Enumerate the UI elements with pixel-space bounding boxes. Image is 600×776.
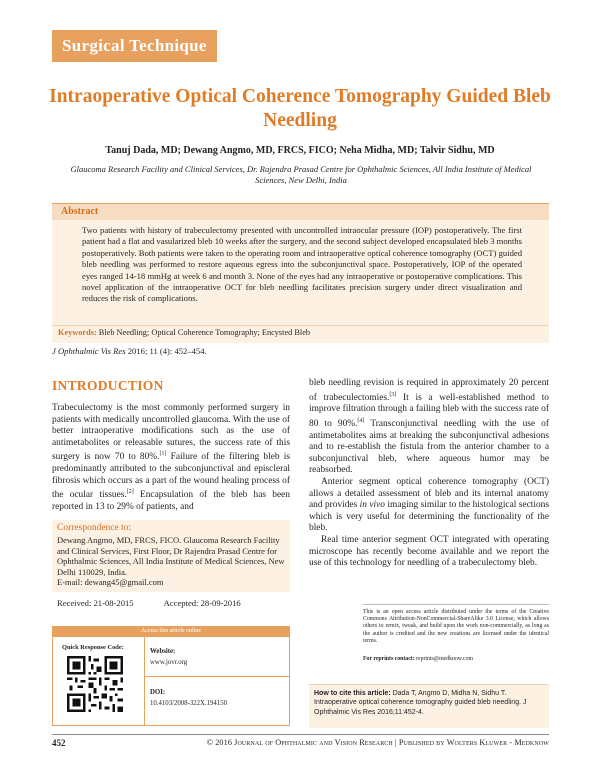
intro-text-5: It is a well-established method to improve filtration through a failing bleb with the success rate of 80 to 90%. bbox=[309, 392, 549, 430]
author-list: Tanuj Dada, MD; Dewang Angmo, MD, FRCS, FICO; Neha Midha, MD; Talvir Sidhu, MD bbox=[105, 145, 495, 156]
reprints-email[interactable]: reprints@medknow.com bbox=[416, 656, 474, 662]
footer-copyright: © 2016 bbox=[206, 738, 233, 747]
footer-text bbox=[207, 738, 549, 747]
reference-link-4[interactable]: [4] bbox=[357, 417, 365, 424]
how-to-cite-text: Dada T, Angmo D, Midha N, Sidhu T. Intraoperative optical coherence tomography guided bleb needling. J Ophthalmic Vis Res 2016;11:452-4. bbox=[314, 690, 527, 716]
intro-text-6: Transconjunctival needling with the use of antimetabolites aims at breaking the subconjunctival adhesions and to re-establish the fistula from the anterior chamber to a subconjunctival bleb, where aqueous humor may be reabsorbed. bbox=[309, 419, 549, 476]
intro-text-8: imaging similar to the histological sections which is very useful for determining the functionality of the bleb. bbox=[309, 500, 549, 534]
correspondence-email[interactable]: E-mail: dewang45@gmail.com bbox=[57, 577, 164, 588]
intro-text-3: Encapsulation of the bleb has been reported in 13 to 29% of patients, and bbox=[52, 490, 290, 512]
abstract-heading: Abstract bbox=[52, 203, 549, 220]
keywords-label: Keywords: bbox=[58, 328, 97, 337]
correspondence-address: Dewang Angmo, MD, FRCS, FICO. Glaucoma Research Facility and Clinical Services, First Floor, Dr Rajendra Prasad Centre for Ophthalmic Sciences, All India Institute of Medical Sciences, New Delhi 110029, India. bbox=[57, 535, 285, 577]
qr-label: Quick Response Code: bbox=[62, 644, 124, 651]
reprints-line bbox=[363, 656, 549, 662]
article-title: Intraoperative Optical Coherence Tomography Guided Bleb Needling bbox=[49, 86, 551, 131]
access-divider-horizontal bbox=[144, 676, 290, 677]
license-divider bbox=[363, 604, 549, 605]
intro-text-7: Anterior segment optical coherence tomography (OCT) allows a detailed assessment of bleb and its internal anatomy and provides bbox=[309, 477, 549, 511]
how-to-cite-label: How to cite this article: bbox=[314, 690, 391, 697]
journal-citation bbox=[52, 346, 207, 356]
intro-paragraph-2 bbox=[309, 378, 549, 477]
intro-text-1: Trabeculectomy is the most commonly performed surgery in patients with medically uncontrolled glaucoma. With the use of better intraoperative modifications such as the use of antimetabolites or releasable sutures, the success rate of this surgery is now 70 to 80%. bbox=[52, 403, 290, 463]
reference-link-2[interactable]: [2] bbox=[126, 489, 134, 496]
license-text: This is an open access article distributed under the terms of the Creative Commons Attribution-NonCommercial-ShareAlike 3.0 License, which allows others to remix, tweak, and build upon the work non-commercially, as long as the author is credited and the new creations are licensed under the identical terms. bbox=[363, 609, 549, 644]
intro-text-4: bleb needling revision is required in approximately 20 percent of trabeculectomies. bbox=[309, 378, 549, 403]
section-tag: Surgical Technique bbox=[52, 30, 217, 62]
page-number: 452 bbox=[52, 738, 66, 748]
received-date: Received: 21-08-2015 bbox=[57, 598, 134, 608]
doi-label: DOI: bbox=[150, 689, 166, 696]
access-divider-vertical bbox=[144, 637, 145, 726]
right-column bbox=[309, 378, 549, 570]
qr-code[interactable] bbox=[67, 656, 123, 712]
correspondence-heading: Correspondence to: bbox=[57, 523, 132, 533]
left-column bbox=[52, 378, 290, 514]
footer-separator: | bbox=[395, 738, 397, 747]
intro-paragraph-4: Real time anterior segment OCT integrated with operating microscope has recently become available and we report the use of this technology for needling of a trabeculectomy bleb. bbox=[309, 534, 549, 569]
access-heading: Access this article online bbox=[52, 626, 290, 637]
accepted-date: Accepted: 28-09-2016 bbox=[163, 598, 241, 608]
reference-link-3[interactable]: [3] bbox=[389, 391, 397, 398]
footer-divider bbox=[52, 734, 549, 735]
how-to-cite-box bbox=[309, 684, 549, 728]
website-label: Website: bbox=[150, 648, 176, 655]
abstract-text: Two patients with history of trabeculectomy presented with uncontrolled intraocular pressure (IOP) postoperatively. The first patient had a flat and vasularized bleb 10 weeks after the surgery, and the second subject developed encapsulated bleb 3 months postoperatively. Both patients were taken to the operating room and intraoperative optical coherence tomography (OCT) guided bleb needling was performed to restore aqueous egress into the subconjunctival space. Postoperatively, IOP of the operated eyes ranged 14-18 mmHg at week 6 and month 3. None of the eyes had any intraoperative or postoperative complications. This novel application of the intraoperative OCT for bleb needling facilitates precision surgery under direct visualization and reduces the risk of complications. bbox=[82, 225, 522, 304]
article-dates bbox=[57, 598, 285, 608]
reference-link-1[interactable]: [1] bbox=[159, 451, 167, 458]
intro-text-2: Failure of the filtering bleb is predominantly attributed to the subconjunctival and episcleral fibrosis which occurs as a part of the wound healing process of the ocular tissues. bbox=[52, 452, 290, 501]
footer-journal: Journal of Ophthalmic and Vision Research bbox=[234, 738, 393, 747]
intro-italic-in-vivo: in vivo bbox=[359, 500, 385, 511]
website-link[interactable]: www.jovr.org bbox=[150, 659, 188, 666]
reprints-label: For reprints contact: bbox=[363, 656, 415, 662]
doi-link[interactable]: 10.4103/2008-322X.194150 bbox=[150, 700, 228, 707]
author-affiliation: Glaucoma Research Facility and Clinical Services, Dr. Rajendra Prasad Centre for Ophthalmic Sciences, All India Institute of Medical Sciences, New Delhi, India bbox=[70, 164, 532, 185]
footer-publisher: Published by Wolters Kluwer - Medknow bbox=[398, 738, 549, 747]
keywords-line bbox=[52, 325, 549, 339]
intro-paragraph-1 bbox=[52, 403, 290, 514]
correspondence-text bbox=[57, 535, 287, 588]
introduction-heading: INTRODUCTION bbox=[52, 378, 164, 393]
citation-details: 2016; 11 (4): 452–454. bbox=[127, 346, 207, 356]
keywords-value: Bleb Needling; Optical Coherence Tomography; Encysted Bleb bbox=[98, 328, 311, 337]
citation-journal: J Ophthalmic Vis Res bbox=[52, 346, 126, 356]
intro-paragraph-3 bbox=[309, 477, 549, 535]
